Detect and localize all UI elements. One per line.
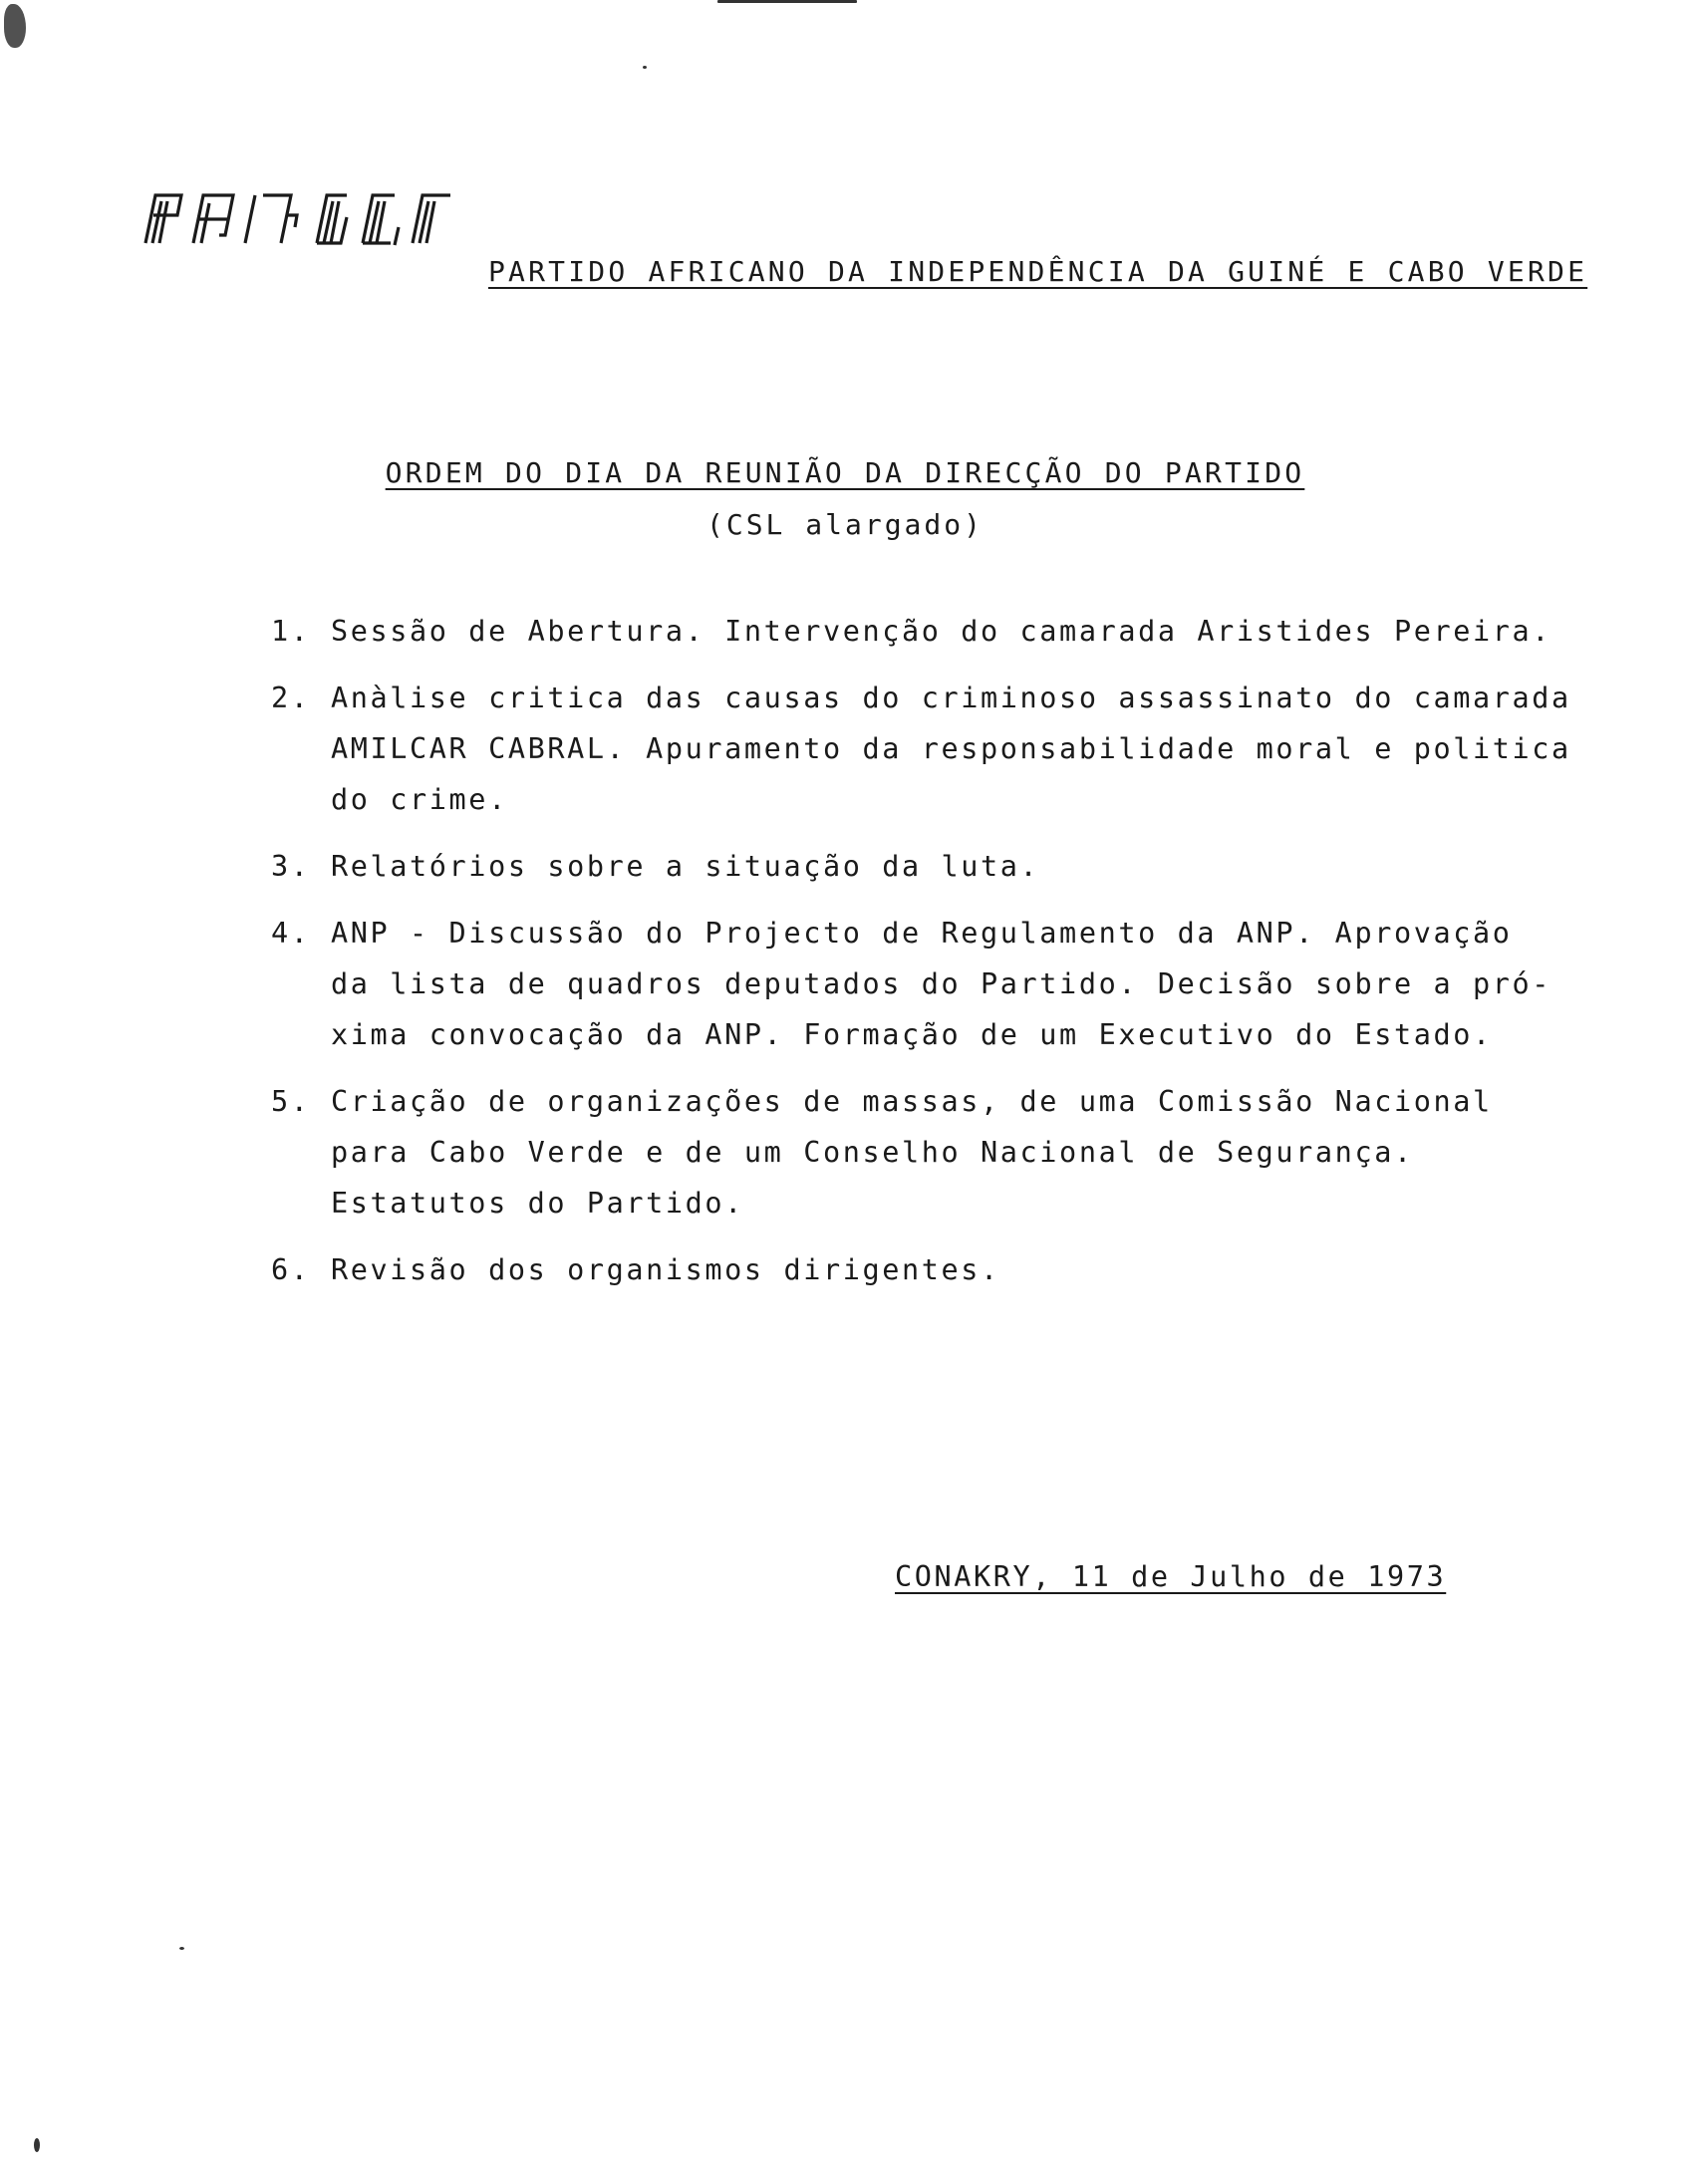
agenda-item-1 <box>271 606 1586 657</box>
agenda-number: 2. <box>271 682 311 714</box>
agenda-item-5 <box>271 1076 1586 1228</box>
agenda-number: 5. <box>271 1085 311 1118</box>
agenda-line: Criação de organizações de massas, de uma Comissão Nacional <box>331 1085 1493 1118</box>
agenda-number: 3. <box>271 850 311 883</box>
agenda-number: 4. <box>271 917 311 950</box>
agenda-item-2 <box>271 673 1586 825</box>
document-subtitle: (CSL alargado) <box>705 508 984 541</box>
agenda-number: 6. <box>271 1253 311 1286</box>
agenda-list <box>271 606 1586 1311</box>
agenda-item-6 <box>271 1244 1586 1295</box>
agenda-line: Revisão dos organismos dirigentes. <box>331 1253 1000 1286</box>
agenda-line: Relatórios sobre a situação da luta. <box>331 850 1040 883</box>
dateline: CONAKRY, 11 de Julho de 1973 <box>895 1560 1447 1593</box>
party-name: PARTIDO AFRICANO DA INDEPENDÊNCIA DA GUINÉ E CABO VERDE <box>488 255 1588 288</box>
document-title-text: ORDEM DO DIA DA REUNIÃO DA DIRECÇÃO DO PARTIDO <box>385 456 1305 489</box>
agenda-item-3 <box>271 841 1586 892</box>
agenda-line: Estatutos do Partido. <box>331 1187 744 1220</box>
scan-speck <box>34 2138 40 2152</box>
scan-speck <box>717 0 857 3</box>
agenda-line: AMILCAR CABRAL. Apuramento da responsabilidade moral e politica <box>331 732 1571 765</box>
scan-speck <box>179 1947 184 1950</box>
agenda-line: Sessão de Abertura. Intervenção do camarada Aristides Pereira. <box>331 615 1552 648</box>
scan-speck <box>4 4 26 48</box>
agenda-line: Anàlise critica das causas do criminoso assassinato do camarada <box>331 682 1571 714</box>
scan-speck <box>643 66 647 69</box>
agenda-line: do crime. <box>331 783 508 816</box>
agenda-line: xima convocação da ANP. Formação de um Executivo do Estado. <box>331 1018 1493 1051</box>
agenda-line: da lista de quadros deputados do Partido. Decisão sobre a pró- <box>331 967 1552 1000</box>
document-title <box>0 456 1690 489</box>
paigc-logo <box>141 187 500 257</box>
agenda-line: ANP - Discussão do Projecto de Regulamento da ANP. Aprovação <box>331 917 1513 950</box>
agenda-item-4 <box>271 908 1586 1060</box>
agenda-number: 1. <box>271 615 311 648</box>
agenda-line: para Cabo Verde e de um Conselho Nacional de Segurança. <box>331 1136 1414 1169</box>
